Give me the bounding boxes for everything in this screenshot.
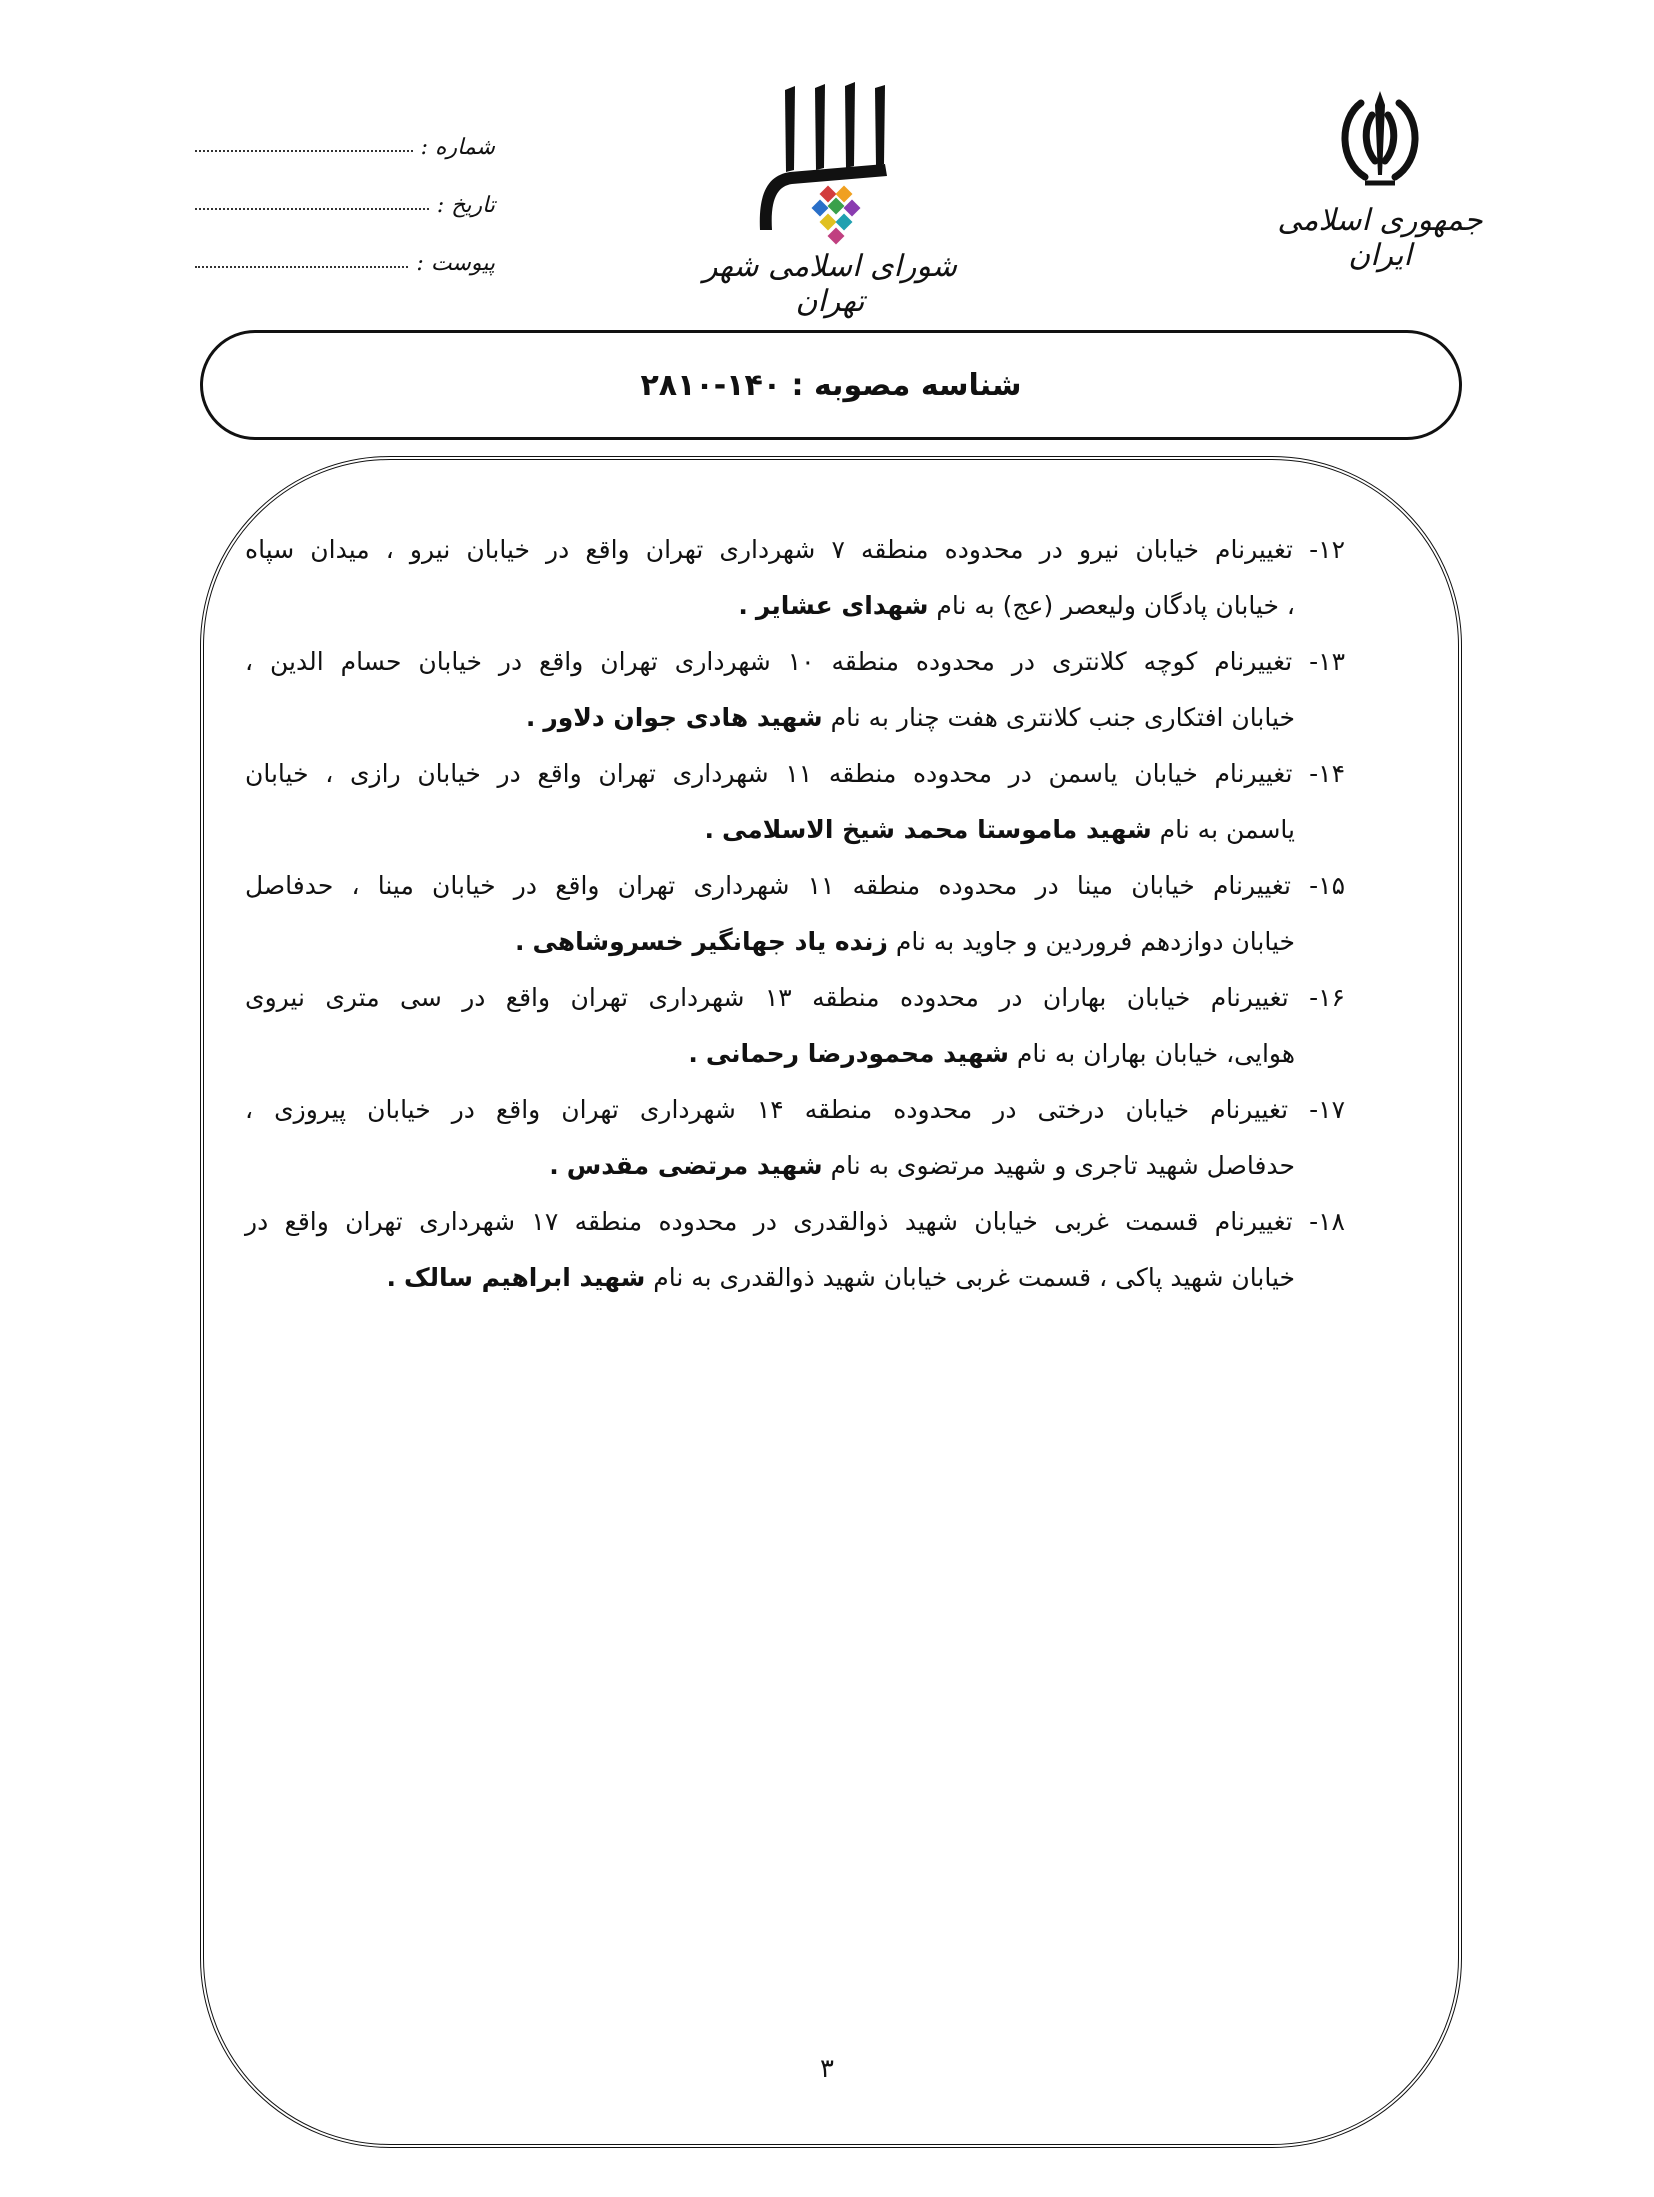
emblem-caption: جمهوری اسلامی ایران — [1277, 203, 1483, 273]
item-line2: خیابان افتکاری جنب کلانتری هفت چنار به نام — [830, 703, 1295, 732]
list-item — [245, 858, 1345, 970]
item-line2: یاسمن به نام — [1159, 815, 1295, 844]
list-item — [245, 1082, 1345, 1194]
council-logo-icon — [730, 80, 930, 255]
item-line2: خیابان دوازدهم فروردین و جاوید به نام — [895, 927, 1295, 956]
item-line1: تغییرنام خیابان مینا در محدوده منطقه ۱۱ شهرداری تهران واقع در خیابان مینا ، حدفاصل — [245, 871, 1291, 900]
new-street-name: شهید هادی جوان دلاور — [543, 703, 823, 732]
resolution-id: شناسه مصوبه : ۱۴۰-۲۸۱۰ — [640, 367, 1022, 403]
resolution-items — [245, 522, 1345, 1306]
item-number: ۱۲- — [1309, 535, 1346, 564]
list-item — [245, 634, 1345, 746]
council-caption: شورای اسلامی شهر تهران — [703, 249, 957, 319]
new-street-name: شهید مرتضی مقدس — [566, 1151, 823, 1180]
ref-field-date — [195, 160, 495, 218]
item-line2: هوایی، خیابان بهاران به نام — [1016, 1039, 1295, 1068]
item-end: . — [688, 1039, 698, 1068]
item-end: . — [525, 703, 536, 732]
item-number: ۱۴- — [1309, 759, 1345, 788]
item-end: . — [549, 1151, 559, 1180]
resolution-id-box — [200, 330, 1462, 440]
item-line1: تغییرنام خیابان نیرو در محدوده منطقه ۷ شهرداری تهران واقع در خیابان نیرو ، میدان سپاه — [245, 535, 1294, 564]
ref-label: شماره : — [420, 135, 495, 160]
new-street-name: زنده یاد جهانگیر خسروشاهی — [532, 927, 888, 956]
item-line1: تغییرنام خیابان درختی در محدوده منطقه ۱۴ شهرداری تهران واقع در خیابان پیروزی ، — [245, 1095, 1289, 1124]
item-number: ۱۷- — [1309, 1095, 1345, 1124]
item-end: . — [704, 815, 714, 844]
item-line2: ، خیابان پادگان ولیعصر (عج) به نام — [936, 591, 1295, 620]
ref-field-attachment — [195, 218, 495, 276]
ref-label: پیوست : — [416, 251, 495, 276]
ref-field-number — [195, 102, 495, 160]
new-street-name: شهید محمودرضا رحمانی — [705, 1039, 1009, 1068]
list-item — [245, 522, 1345, 634]
new-street-name: شهید ماموستا محمد شیخ الاسلامی — [721, 815, 1152, 844]
state-emblem — [1270, 85, 1490, 273]
reference-fields — [195, 102, 495, 276]
ref-dotted-line — [195, 150, 413, 152]
item-line1: تغییرنام قسمت غربی خیابان شهید ذوالقدری در محدوده منطقه ۱۷ شهرداری تهران واقع در — [245, 1207, 1293, 1236]
item-end: . — [386, 1263, 397, 1292]
item-line2: خیابان شهید پاکی ، قسمت غربی خیابان شهید ذوالقدری به نام — [653, 1263, 1295, 1292]
item-line1: تغییرنام کوچه کلانتری در محدوده منطقه ۱۰ شهرداری تهران واقع در خیابان حسام الدین ، — [245, 647, 1293, 676]
item-number: ۱۸- — [1309, 1207, 1345, 1236]
ref-dotted-line — [195, 266, 408, 268]
council-logo — [700, 80, 960, 320]
list-item — [245, 970, 1345, 1082]
item-line2: حدفاصل شهید تاجری و شهید مرتضوی به نام — [830, 1151, 1295, 1180]
ref-label: تاریخ : — [436, 193, 495, 218]
item-line1: تغییرنام خیابان بهاران در محدوده منطقه ۱۳ شهرداری تهران واقع در سی متری نیروی — [245, 983, 1289, 1012]
iran-emblem-icon — [1325, 85, 1435, 195]
item-number: ۱۳- — [1309, 647, 1346, 676]
item-number: ۱۵- — [1309, 871, 1345, 900]
list-item — [245, 1194, 1345, 1306]
new-street-name: شهدای عشایر — [755, 591, 929, 620]
list-item — [245, 746, 1345, 858]
item-end: . — [515, 927, 525, 956]
page-number: ۳ — [820, 2054, 834, 2084]
item-end: . — [738, 591, 748, 620]
new-street-name: شهید ابراهیم سالک — [403, 1263, 646, 1292]
ref-dotted-line — [195, 208, 429, 210]
item-line1: تغییرنام خیابان یاسمن در محدوده منطقه ۱۱ شهرداری تهران واقع در خیابان رازی ، خیابان — [245, 759, 1293, 788]
item-number: ۱۶- — [1309, 983, 1345, 1012]
